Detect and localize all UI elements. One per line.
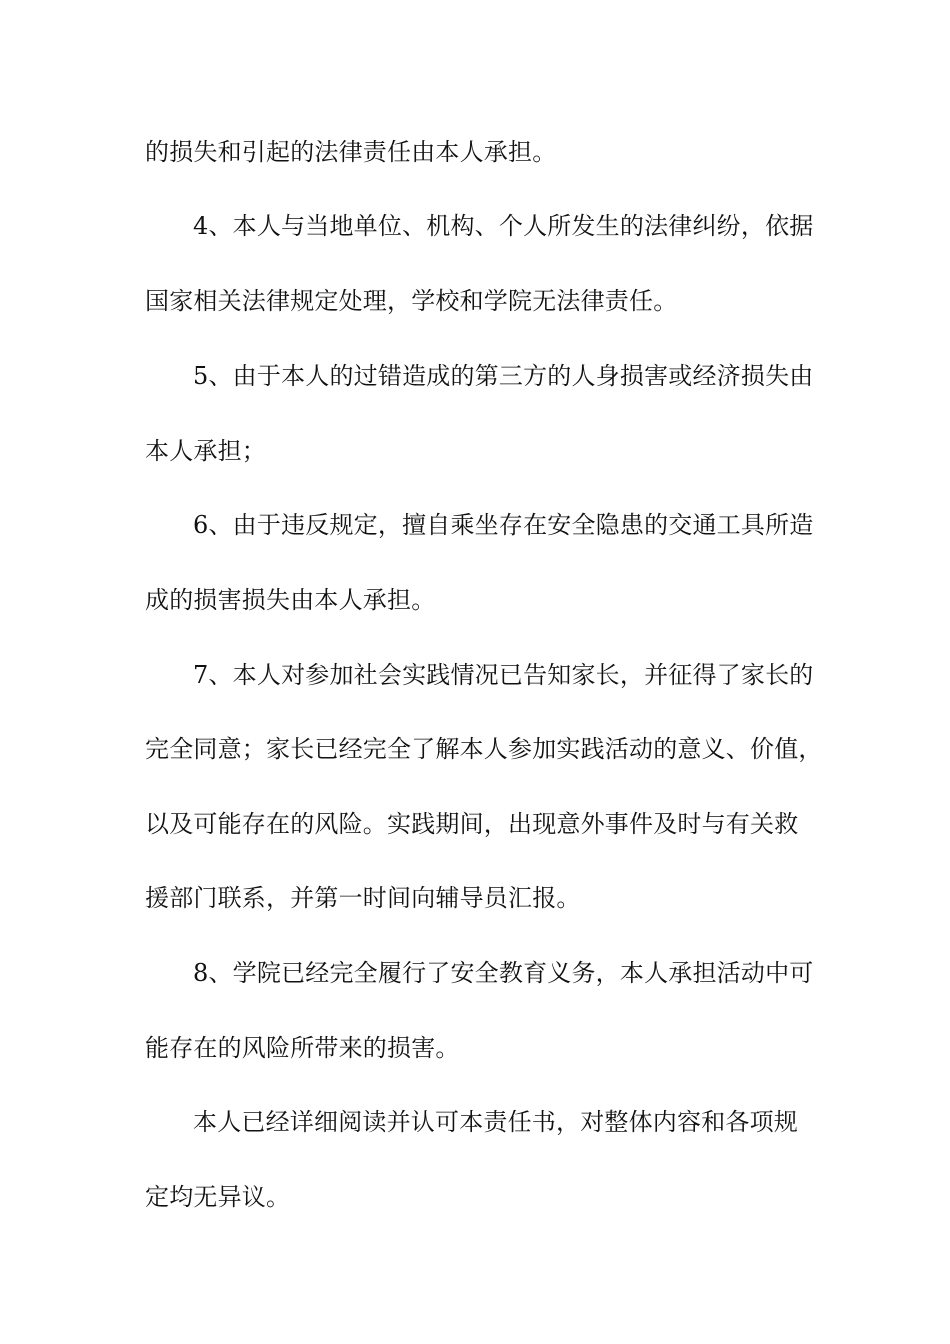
text-line: 国家相关法律规定处理，学校和学院无法律责任。: [145, 287, 678, 315]
text-line: 5、由于本人的过错造成的第三方的人身损害或经济损失由: [193, 362, 814, 390]
text-line: 完全同意；家长已经完全了解本人参加实践活动的意义、价值，: [145, 735, 823, 763]
text-line: 4、本人与当地单位、机构、个人所发生的法律纠纷，依据: [193, 212, 814, 240]
text-line: 成的损害损失由本人承担。: [145, 586, 436, 614]
text-line: 定均无异议。: [145, 1183, 291, 1211]
text-line: 能存在的风险所带来的损害。: [145, 1034, 460, 1062]
text-line: 6、由于违反规定，擅自乘坐存在安全隐患的交通工具所造: [193, 511, 814, 539]
text-line: 本人已经详细阅读并认可本责任书，对整体内容和各项规: [193, 1108, 798, 1136]
text-line: 以及可能存在的风险。实践期间，出现意外事件及时与有关救: [145, 810, 799, 838]
text-line: 援部门联系，并第一时间向辅导员汇报。: [145, 884, 581, 912]
text-line: 本人承担；: [145, 437, 266, 465]
text-line: 的损失和引起的法律责任由本人承担。: [145, 138, 557, 166]
text-line: 8、学院已经完全履行了安全教育义务，本人承担活动中可: [193, 959, 814, 987]
text-line: 7、本人对参加社会实践情况已告知家长，并征得了家长的: [193, 661, 814, 689]
